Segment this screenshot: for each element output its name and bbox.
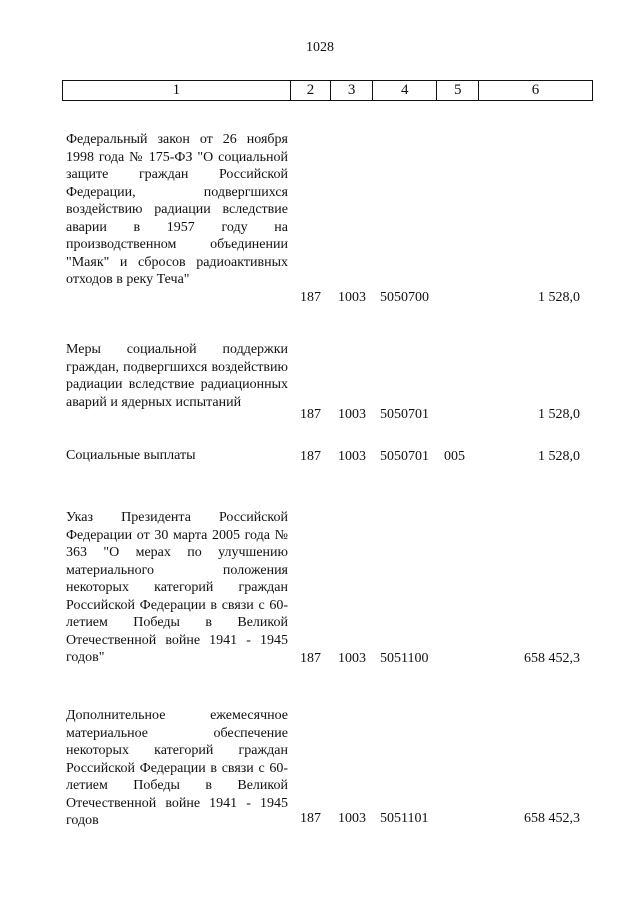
row-ved: 187: [300, 406, 321, 422]
row-csr: 5050701: [380, 448, 429, 464]
row-rz-pr: 1003: [338, 406, 366, 422]
column-header-1: 1: [63, 81, 291, 101]
row-csr: 5051101: [380, 810, 429, 826]
row-description: Дополнительное ежемесячное материальное обеспечение некоторых категорий граждан Российской Федерации в связи с 60-летием Победы в Великой Отечественной войне 1941 - 1945 годов: [66, 708, 288, 828]
row-csr: 5051100: [380, 650, 429, 666]
column-header-4: 4: [373, 81, 437, 101]
row-description: Федеральный закон от 26 ноября 1998 года № 175-ФЗ "О социальной защите граждан Российской Федерации, подвергшихся воздействию радиации вследствие аварии в 1957 году на производственном объединении "Маяк" и сбросов радиоактивных отходов в реку Теча": [66, 132, 288, 287]
row-csr: 5050701: [380, 406, 429, 422]
column-header-row: [63, 81, 593, 101]
column-header-3: 3: [331, 81, 373, 101]
row-description: Указ Президента Российской Федерации от 30 марта 2005 года № 363 "О мерах по улучшению материального положения некоторых категорий граждан Российской Федерации в связи с 60-летием Победы в Великой Отечественной войне 1941 - 1945 годов": [66, 510, 288, 665]
table-row: [0, 447, 640, 465]
column-header-2: 2: [290, 81, 331, 101]
row-sum: 1 528,0: [538, 289, 580, 305]
row-description: Социальные выплаты: [66, 448, 196, 463]
column-header-6: 6: [479, 81, 593, 101]
row-ved: 187: [300, 810, 321, 826]
table-row: [0, 341, 640, 423]
row-rz-pr: 1003: [338, 650, 366, 666]
row-rz-pr: 1003: [338, 810, 366, 826]
row-ved: 187: [300, 650, 321, 666]
row-ved: 187: [300, 448, 321, 464]
table-row: [0, 509, 640, 667]
table-row: [0, 131, 640, 306]
row-ved: 187: [300, 289, 321, 305]
row-description: Меры социальной поддержки граждан, подвергшихся воздействию радиации вследствие радиационных аварий и ядерных испытаний: [66, 342, 288, 410]
row-vr: 005: [444, 448, 465, 464]
row-rz-pr: 1003: [338, 448, 366, 464]
table-row: [0, 707, 640, 827]
row-sum: 658 452,3: [524, 650, 580, 666]
row-sum: 1 528,0: [538, 448, 580, 464]
row-sum: 658 452,3: [524, 810, 580, 826]
row-sum: 1 528,0: [538, 406, 580, 422]
column-header-table: [62, 80, 593, 101]
row-csr: 5050700: [380, 289, 429, 305]
row-rz-pr: 1003: [338, 289, 366, 305]
page-number: 1028: [306, 40, 334, 55]
column-header-5: 5: [437, 81, 479, 101]
